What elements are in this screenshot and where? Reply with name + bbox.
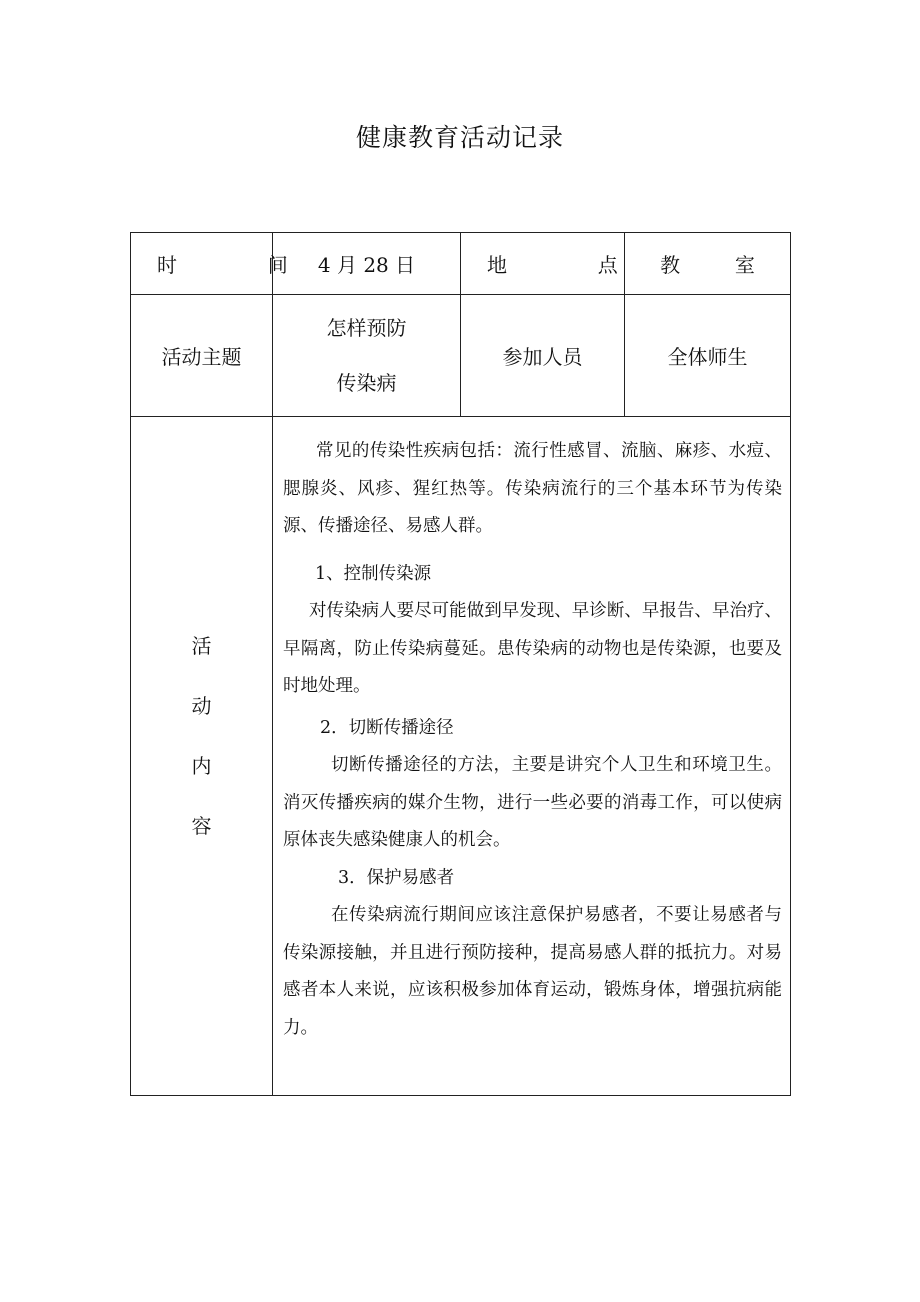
place-value: 教 室 — [625, 233, 791, 295]
section-2-title: 2．切断传播途径 — [320, 717, 454, 738]
section-2-text: 切断传播途径的方法，主要是讲究个人卫生和环境卫生。消灭传播疾病的媒介生物，进行一些必要的消毒工作，可以使病原体丧失感染健康人的机会。 — [283, 755, 782, 850]
topic-value — [273, 295, 461, 417]
topic-value-line-2: 传染病 — [336, 370, 397, 395]
document-title: 健康教育活动记录 — [355, 123, 564, 152]
section-3-title: 3．保护易感者 — [338, 867, 455, 888]
content-intro: 常见的传染性疾病包括：流行性感冒、流脑、麻疹、水痘、腮腺炎、风疹、猩红热等。传染病流行的三个基本环节为传染源、传播途径、易感人群。 — [283, 441, 782, 536]
content-label-char-4: 容 — [191, 814, 212, 838]
activity-record-table — [130, 232, 791, 1096]
time-label: 时 间 — [131, 233, 273, 295]
content-label-char-2: 动 — [191, 694, 212, 718]
topic-label: 活动主题 — [131, 295, 273, 417]
participants-label: 参加人员 — [461, 295, 625, 417]
place-label: 地 点 — [461, 233, 625, 295]
table-row-topic — [131, 295, 791, 417]
topic-value-line-1: 怎样预防 — [326, 315, 407, 340]
content-label-char-3: 内 — [191, 754, 212, 778]
section-1-title: 1、控制传染源 — [315, 563, 432, 584]
table-row-time-place — [131, 233, 791, 295]
content-body — [273, 417, 791, 1096]
participants-value: 全体师生 — [625, 295, 791, 417]
section-3-text: 在传染病流行期间应该注意保护易感者，不要让易感者与传染源接触，并且进行预防接种，提高易感人群的抵抗力。对易感者本人来说，应该积极参加体育运动，锻炼身体，增强抗病能力。 — [283, 905, 782, 1038]
content-label — [131, 417, 273, 1096]
time-value: 4 月 28 日 — [273, 233, 461, 295]
section-1-text: 对传染病人要尽可能做到早发现、早诊断、早报告、早治疗、早隔离，防止传染病蔓延。患传染病的动物也是传染源，也要及时地处理。 — [283, 601, 782, 696]
content-label-char-1: 活 — [191, 634, 212, 658]
table-row-content — [131, 417, 791, 1096]
